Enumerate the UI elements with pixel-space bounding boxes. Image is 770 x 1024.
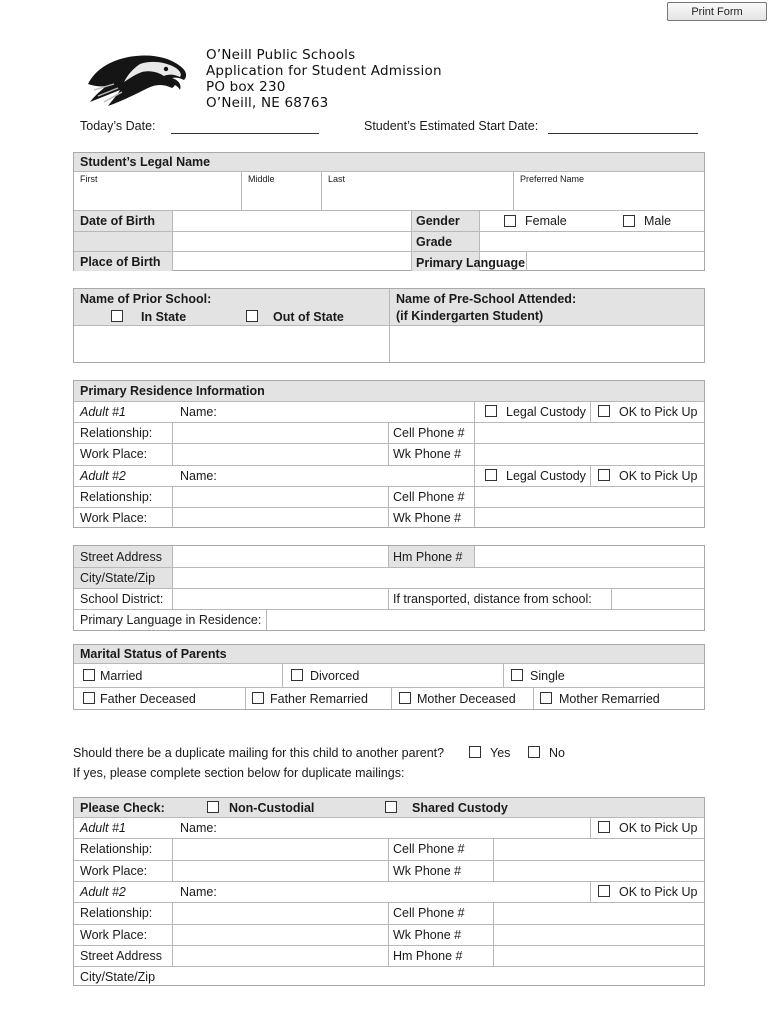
duplicate-yes-checkbox[interactable] — [469, 746, 481, 758]
preschool-note: (if Kindergarten Student) — [396, 309, 544, 323]
preferred-name-field[interactable] — [514, 171, 704, 210]
legal-custody-label: Legal Custody — [506, 405, 586, 419]
preschool-label: Name of Pre-School Attended: — [396, 292, 577, 306]
cell-phone-label: Cell Phone # — [393, 490, 465, 504]
duplicate-mailing-question: Should there be a duplicate mailing for this child to another parent? — [73, 746, 445, 760]
work-place-label: Work Place: — [80, 447, 148, 461]
mail-work-place-label: Work Place: — [80, 864, 148, 878]
res-adult2-ok-pickup-checkbox[interactable] — [598, 469, 610, 481]
res-adult1-ok-pickup-checkbox[interactable] — [598, 405, 610, 417]
legal-name-title: Student’s Legal Name — [80, 155, 211, 169]
res-adult2-label: Adult #2 — [80, 469, 126, 483]
res-adult2-wk-phone-field[interactable] — [475, 508, 704, 527]
mail-work-place-label: Work Place: — [80, 928, 148, 942]
address-section — [73, 545, 705, 631]
grade-field[interactable] — [480, 232, 704, 251]
city-state-zip-field[interactable] — [173, 568, 704, 588]
mail-ok-pickup-label: OK to Pick Up — [619, 885, 698, 899]
residence-language-label: Primary Language in Residence: — [80, 613, 262, 627]
dob-label: Date of Birth — [80, 214, 155, 228]
dob-field[interactable] — [173, 211, 411, 231]
mail-adult1-name-label: Name: — [180, 821, 217, 835]
middle-name-field[interactable] — [242, 171, 321, 210]
transported-distance-label: If transported, distance from school: — [393, 592, 592, 606]
preferred-name-label: Preferred Name — [520, 174, 585, 184]
duplicate-no-checkbox[interactable] — [528, 746, 540, 758]
mail-street-address-label: Street Address — [80, 949, 162, 963]
res-adult1-relationship-label: Relationship: — [80, 426, 153, 440]
last-name-label: Last — [328, 174, 346, 184]
res-adult2-relationship-field[interactable] — [173, 487, 388, 507]
res-adult2-name-label: Name: — [180, 469, 217, 483]
mail-adult1-ok-pickup-checkbox[interactable] — [598, 821, 610, 833]
prior-school-label: Name of Prior School: — [80, 292, 212, 306]
shared-custody-checkbox[interactable] — [385, 801, 397, 813]
form-title: Application for Student Admission — [206, 63, 442, 79]
gender-label: Gender — [416, 214, 460, 228]
married-label: Married — [100, 669, 143, 683]
city-line: O’Neill, NE 68763 — [206, 95, 329, 111]
res-adult2-relationship-label: Relationship: — [80, 490, 153, 504]
res-adult1-cell-phone-field[interactable] — [475, 423, 704, 443]
prior-school-field[interactable] — [74, 326, 389, 362]
duplicate-yes-label: Yes — [490, 746, 511, 760]
first-name-field[interactable] — [74, 171, 241, 210]
cell-phone-label: Cell Phone # — [393, 426, 465, 440]
primary-language-field[interactable] — [527, 252, 704, 271]
mail-adult2-relationship-field[interactable] — [173, 903, 388, 924]
res-adult2-legal-custody-checkbox[interactable] — [485, 469, 497, 481]
eagle-logo — [84, 50, 190, 112]
mail-adult2-name-label: Name: — [180, 885, 217, 899]
mail-ok-pickup-label: OK to Pick Up — [619, 821, 698, 835]
mail-adult1-cell-phone-field[interactable] — [494, 839, 704, 860]
pob-field[interactable] — [173, 252, 411, 271]
street-address-field[interactable] — [173, 546, 388, 567]
marital-title: Marital Status of Parents — [80, 647, 227, 661]
mother-remarried-checkbox[interactable] — [540, 692, 552, 704]
school-district-label: School District: — [80, 592, 164, 606]
male-checkbox[interactable] — [623, 215, 635, 227]
primary-language-label: Primary Language — [416, 256, 526, 270]
duplicate-no-label: No — [549, 746, 565, 760]
wk-phone-label: Wk Phone # — [393, 511, 462, 525]
mail-adult2-relationship-label: Relationship: — [80, 906, 153, 920]
res-adult2-name-field[interactable] — [219, 466, 474, 486]
in-state-checkbox[interactable] — [111, 310, 123, 322]
mail-adult2-work-place-field[interactable] — [173, 925, 388, 945]
mail-adult1-wk-phone-field[interactable] — [494, 861, 704, 881]
mail-cell-phone-label: Cell Phone # — [393, 906, 465, 920]
single-checkbox[interactable] — [511, 669, 523, 681]
todays-date-label: Today’s Date: — [80, 119, 156, 133]
legal-custody-label: Legal Custody — [506, 469, 586, 483]
mail-hm-phone-label: Hm Phone # — [393, 949, 463, 963]
mail-wk-phone-label: Wk Phone # — [393, 928, 462, 942]
start-date-field[interactable] — [548, 119, 698, 134]
mail-city-state-zip-label: City/State/Zip — [80, 970, 156, 984]
shared-custody-label: Shared Custody — [412, 801, 508, 815]
ok-pickup-label: OK to Pick Up — [619, 405, 698, 419]
non-custodial-label: Non-Custodial — [229, 801, 315, 815]
mail-adult2-wk-phone-field[interactable] — [494, 925, 704, 945]
res-adult1-legal-custody-checkbox[interactable] — [485, 405, 497, 417]
father-deceased-label: Father Deceased — [100, 692, 196, 706]
married-checkbox[interactable] — [83, 669, 95, 681]
out-of-state-checkbox[interactable] — [246, 310, 258, 322]
mail-adult1-name-field[interactable] — [219, 818, 590, 838]
mail-adult1-work-place-field[interactable] — [173, 861, 388, 881]
hm-phone-field[interactable] — [475, 546, 704, 567]
last-name-field[interactable] — [322, 171, 513, 210]
city-state-zip-label: City/State/Zip — [80, 571, 156, 585]
mail-city-state-zip-field[interactable] — [173, 967, 704, 985]
po-box: PO box 230 — [206, 79, 286, 95]
residence-language-field[interactable] — [267, 610, 704, 630]
male-label: Male — [644, 214, 672, 228]
res-adult1-relationship-field[interactable] — [173, 423, 388, 443]
ok-pickup-label: OK to Pick Up — [619, 469, 698, 483]
mail-adult2-cell-phone-field[interactable] — [494, 903, 704, 924]
first-name-label: First — [80, 174, 98, 184]
female-label: Female — [525, 214, 567, 228]
father-deceased-checkbox[interactable] — [83, 692, 95, 704]
mail-adult2-name-field[interactable] — [219, 882, 590, 902]
res-adult1-work-place-field[interactable] — [173, 444, 388, 465]
father-remarried-checkbox[interactable] — [252, 692, 264, 704]
please-check-label: Please Check: — [80, 801, 165, 815]
out-of-state-label: Out of State — [273, 310, 344, 324]
non-custodial-checkbox[interactable] — [207, 801, 219, 813]
mail-adult1-label: Adult #1 — [80, 821, 126, 835]
mother-remarried-label: Mother Remarried — [559, 692, 660, 706]
middle-name-label: Middle — [248, 174, 275, 184]
wk-phone-label: Wk Phone # — [393, 447, 462, 461]
father-remarried-label: Father Remarried — [270, 692, 368, 706]
print-form-button[interactable]: Print Form — [667, 2, 767, 21]
mail-adult2-label: Adult #2 — [80, 885, 126, 899]
res-adult2-cell-phone-field[interactable] — [475, 487, 704, 507]
todays-date-field[interactable] — [171, 119, 319, 134]
mail-adult1-relationship-label: Relationship: — [80, 842, 153, 856]
in-state-label: In State — [141, 310, 187, 324]
school-name: O’Neill Public Schools — [206, 47, 356, 63]
marital-status-section — [73, 644, 705, 710]
work-place-label: Work Place: — [80, 511, 148, 525]
start-date-label: Student’s Estimated Start Date: — [364, 119, 539, 133]
divorced-checkbox[interactable] — [291, 669, 303, 681]
res-adult1-label: Adult #1 — [80, 405, 126, 419]
mail-cell-phone-label: Cell Phone # — [393, 842, 465, 856]
mother-deceased-label: Mother Deceased — [417, 692, 516, 706]
duplicate-mailing-section — [73, 797, 705, 986]
res-adult1-name-label: Name: — [180, 405, 217, 419]
single-label: Single — [530, 669, 565, 683]
res-adult2-work-place-field[interactable] — [173, 508, 388, 527]
mail-adult1-relationship-field[interactable] — [173, 839, 388, 860]
duplicate-instruction: If yes, please complete section below for duplicate mailings: — [73, 766, 405, 780]
mail-hm-phone-field[interactable] — [494, 946, 704, 966]
mother-deceased-checkbox[interactable] — [399, 692, 411, 704]
transported-distance-field[interactable] — [612, 589, 704, 609]
divorced-label: Divorced — [310, 669, 360, 683]
prior-school-section — [73, 288, 705, 363]
school-district-field[interactable] — [173, 589, 388, 609]
mail-wk-phone-label: Wk Phone # — [393, 864, 462, 878]
mail-adult2-ok-pickup-checkbox[interactable] — [598, 885, 610, 897]
grade-label: Grade — [416, 235, 453, 249]
female-checkbox[interactable] — [504, 215, 516, 227]
mail-street-address-field[interactable] — [173, 946, 388, 966]
preschool-field[interactable] — [390, 326, 704, 362]
res-adult1-wk-phone-field[interactable] — [475, 444, 704, 465]
res-adult1-name-field[interactable] — [219, 402, 474, 422]
pob-label: Place of Birth — [80, 255, 161, 269]
student-legal-name-section — [73, 152, 705, 271]
primary-residence-section — [73, 380, 705, 528]
residence-title: Primary Residence Information — [80, 384, 265, 398]
hm-phone-label: Hm Phone # — [393, 550, 463, 564]
street-address-label: Street Address — [80, 550, 162, 564]
